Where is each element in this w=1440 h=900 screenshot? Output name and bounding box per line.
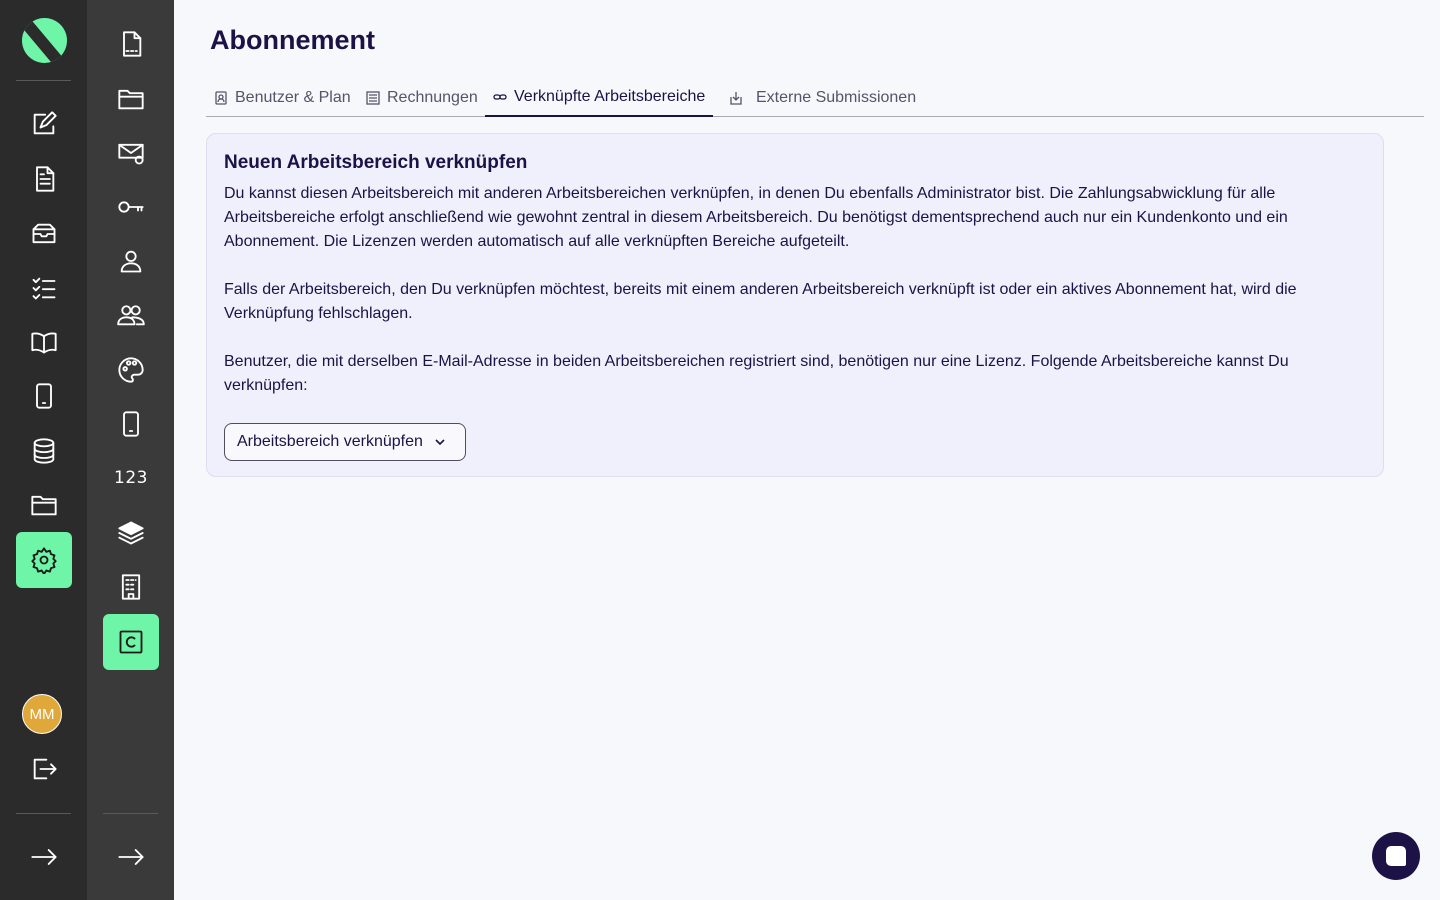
- page-title: Abonnement: [210, 25, 375, 55]
- avatar-initials: MM: [29, 705, 55, 723]
- document-icon[interactable]: [16, 151, 72, 207]
- open-folder-icon[interactable]: [103, 71, 159, 127]
- numbers-label: 123: [114, 468, 148, 488]
- link-workspace-dropdown[interactable]: [224, 423, 466, 461]
- checklist-icon[interactable]: [16, 260, 72, 316]
- link-icon: [493, 90, 507, 104]
- edit-form-icon[interactable]: [16, 96, 72, 152]
- email-icon[interactable]: [103, 125, 159, 181]
- user-badge-icon: [214, 91, 228, 105]
- layers-icon[interactable]: [103, 505, 159, 561]
- database-icon[interactable]: [16, 423, 72, 479]
- card-title: Neuen Arbeitsbereich verknüpfen: [224, 152, 528, 173]
- chevron-down-icon: [433, 435, 447, 449]
- tab-users-plan[interactable]: [214, 78, 351, 117]
- import-icon: [729, 91, 743, 105]
- card-paragraph: Du kannst diesen Arbeitsbereich mit anderen Arbeitsbereichen verknüpfen, in denen Du ebenfalls Administrator bist. Die Zahlungsabwicklung für alle Arbeitsbereiche erfolgt anschließend wie gewohnt zentral in diesem Arbeitsbereich. Du benötigst dementsprechend auch nur ein Kundenkonto und ein Abonnement. Die Lizenzen werden automatisch auf alle verknüpften Bereiche aufgeteilt.: [224, 185, 1288, 250]
- logout-icon[interactable]: [16, 741, 72, 797]
- app-logo[interactable]: [22, 18, 67, 63]
- numbers-icon[interactable]: [103, 450, 159, 506]
- pdf-file-icon[interactable]: [103, 16, 159, 72]
- tab-external-submissions[interactable]: [729, 78, 916, 117]
- tab-label: Rechnungen: [387, 88, 478, 106]
- workspace-c-icon[interactable]: [103, 614, 159, 670]
- card-paragraph: Falls der Arbeitsbereich, den Du verknüpfen möchtest, bereits mit einem anderen Arbeitsbereich verknüpft ist oder ein aktives Abonnement hat, wird die Verknüpfung fehlschlagen.: [224, 281, 1297, 322]
- palette-icon[interactable]: [103, 342, 159, 398]
- book-icon[interactable]: [16, 314, 72, 370]
- secondary-sidebar: [87, 0, 174, 900]
- tab-invoices[interactable]: [366, 78, 478, 117]
- settings-gear-icon[interactable]: [16, 532, 72, 588]
- dropdown-label: Arbeitsbereich verknüpfen: [237, 433, 423, 450]
- tab-label: Verknüpfte Arbeitsbereiche: [514, 87, 706, 105]
- building-icon[interactable]: [103, 559, 159, 615]
- invoice-icon: [366, 91, 380, 105]
- folder-icon[interactable]: [16, 477, 72, 533]
- chat-support-button[interactable]: [1372, 832, 1420, 880]
- tab-linked-workspaces[interactable]: [485, 78, 713, 117]
- mobile-icon[interactable]: [16, 368, 72, 424]
- inbox-icon[interactable]: [16, 206, 72, 262]
- link-workspace-card: [206, 133, 1384, 477]
- card-paragraph: Benutzer, die mit derselben E-Mail-Adresse in beiden Arbeitsbereichen registriert sind, benötigen nur eine Lizenz. Folgende Arbeitsbereiche kannst Du verknüpfen:: [224, 353, 1289, 394]
- chat-bubble-icon: [1386, 846, 1406, 866]
- divider: [16, 80, 71, 81]
- tab-bar: [206, 78, 1424, 117]
- users-group-icon[interactable]: [103, 287, 159, 343]
- divider: [16, 813, 71, 814]
- mobile-device-icon[interactable]: [103, 396, 159, 452]
- key-icon[interactable]: [103, 179, 159, 235]
- tab-label: Benutzer & Plan: [235, 88, 351, 106]
- primary-sidebar: [0, 0, 87, 900]
- tab-label: Externe Submissionen: [756, 88, 917, 106]
- expand-arrow-icon[interactable]: [103, 829, 159, 885]
- expand-arrow-icon[interactable]: [16, 829, 72, 885]
- user-avatar[interactable]: [22, 694, 62, 734]
- user-icon[interactable]: [103, 233, 159, 289]
- divider: [103, 813, 158, 814]
